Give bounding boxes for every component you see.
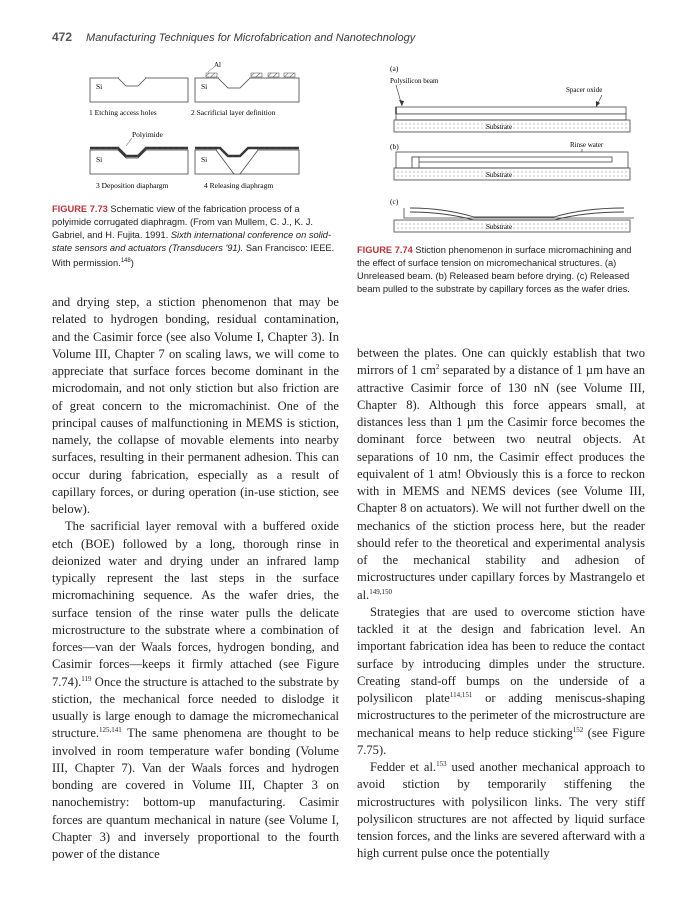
fig74-panel-a (390, 64, 630, 132)
fig73-panel-3 (90, 130, 188, 190)
left-paragraph-1 (52, 294, 339, 518)
fig73-caption-close: ) (130, 258, 134, 269)
running-title: Manufacturing Techniques for Microfabrication and Nanotechnology (86, 32, 416, 44)
right-p1-text-b: separated by a distance of 1 µm have an attractive Casimir force of 130 nN (see Volume III, Chapter 8). Although this force appears small, at distances less than 1 µm the Casimir force becomes the dominant force between two neutral objects. At separations of 10 nm, the Casimir effect produces the equivalent of 1 atm! Obviously this is a force to reckon with in MEMS and NEMS devices (see Volume III, Chapter 8 on actuators). We will not further dwell on the mechanics of the stiction process here, but the reader should refer to the theoretical and experimental analysis of the mechanical stability and adhesion of microstructures under capillary forces by Mastrangelo et al. (357, 363, 645, 602)
fig73-al-label: Al (214, 61, 221, 69)
right-p3-text-a: Fedder et al. (370, 760, 437, 774)
right-paragraph-3 (357, 759, 645, 863)
fig74-label-c: (c) (390, 197, 399, 206)
fig73-caption-main: Schematic view of the fabrication process of a polyimide corrugated diaphragm. (From van Mullem, C. J., K. J. Gabriel, and H. Fujita. 1991. (52, 204, 313, 240)
fig73-si-label-3: Si (96, 155, 103, 164)
fig74-substrate-label-c: Substrate (486, 223, 513, 231)
left-p2-text-b: Once the structure is attached to the substrate by stiction, the mechanical force needed to dislodge it usually is large enough to damage the micromechanical structure. (52, 674, 339, 741)
right-p3-text-b: used another mechanical approach to avoid stiction by temporarily stiffening the microstructures with polysilicon links. The very stiff polysilicon structures are not affected by liquid surface tension forces, and the links are severed afterward with a high current pulse once the potentially (357, 760, 645, 861)
fig73-step4-label: 4 Releasing diaphragm (204, 181, 274, 190)
fig73-panel-1 (89, 78, 188, 117)
fig74-label-b: (b) (390, 142, 399, 151)
fig74-substrate-label-b: Substrate (486, 171, 513, 179)
figure-7-73-caption (52, 203, 339, 270)
right-paragraph-2 (357, 604, 645, 759)
right-p2-text-a: Strategies that are used to overcome stiction have tackled it at the design and fabrication level. An important fabrication idea has been to reduce the contact surface by introducing dimples under the structure. Creating stand-off bumps on the underside of a polysilicon plate (357, 604, 645, 705)
right-p2-text-c: (see Figure 7.75). (357, 725, 646, 757)
fig74-label-a: (a) (390, 64, 399, 73)
left-paragraph-2 (52, 518, 339, 863)
fig74-panel-c (390, 197, 634, 232)
fig73-panel-2 (191, 61, 299, 117)
left-p2-text-c: The same phenomena are thought to be involved in room temperature wafer bonding (Volume III, Chapter 7). Van der Waals forces and hydrogen bonding are covered in Volume III, Chapter 3 on nanochemistry: bottom-up manufacturing. Casimir forces are quantum mechanical in nature (see Volume I, Chapter 3) and inversely proportional to the fourth power of the distance (52, 726, 339, 861)
left-p2-text-a: The sacrificial layer removal with a buffered oxide etch (BOE) followed by a long, thorough rinse in deionized water and drying under an infrared lamp typically represent the last steps in the surface micromachining sequence. As the wafer dries, the surface tension of the rinse water pulls the delicate microstructure to the substrate where a combination of forces—van der Waals forces, hydrogen bonding, and Casimir forces—keeps it firmly attached (see Figure 7.74). (52, 519, 339, 689)
fig74-substrate-label-a: Substrate (486, 123, 513, 131)
figure-7-73 (88, 58, 308, 198)
right-column (357, 345, 645, 863)
fig74-spacer-label: Spacer oxide (566, 86, 603, 94)
fig73-caption-italic: Sixth international conference on solid-state sensors and actuators (Transducers '91). (52, 230, 332, 253)
fig73-si-label-4: Si (201, 155, 208, 164)
left-p2-ref-1: 119 (81, 674, 92, 683)
fig74-caption-text: Stiction phenomenon in surface micromachining and the effect of surface tension on micromechanical structures. (a) Unreleased beam. (b) Released beam before drying. (c) Released beam pulled to the substrate by capillary forces as the wafer dries. (357, 245, 632, 294)
fig74-rinse-water-label: Rinse water (570, 141, 604, 149)
right-paragraph-1 (357, 345, 645, 604)
fig73-si-label-2: Si (201, 82, 208, 91)
right-p1-text-a: between the plates. One can quickly establish that two mirrors of 1 cm (357, 346, 645, 378)
right-p1-ref: 149,150 (369, 587, 392, 596)
figure-7-74-caption (357, 244, 645, 296)
page-number: 472 (52, 30, 73, 44)
right-p2-ref-1: 114,151 (449, 691, 473, 699)
right-p3-ref: 153 (436, 760, 447, 768)
left-p1-text: and drying step, a stiction phenomenon that may be related to hydrogen bonding, residual contamination, and the Casimir force (see also Volume I, Chapter 3). In Volume III, Chapter 7 on scaling laws, we will come to appreciate that surface forces become dominant in the microdomain, and not only stiction but also friction are of great concern to the micromachinist. One of the principal causes of malfunctioning in MEMS is stiction, namely, the collapse of movable elements into nearby surfaces, resulting in their permanent adhesion. This can occur during fabrication, especially as a result of capillary forces, or during operation (in-use stiction, see below). (52, 295, 339, 516)
figure-7-74 (384, 62, 634, 247)
right-p1-superscript: 2 (435, 363, 440, 372)
right-p2-ref-2: 152 (572, 725, 584, 734)
fig73-caption-end: San Francisco: IEEE. With permission. (52, 243, 335, 269)
fig74-panel-b (390, 141, 630, 180)
fig74-polysilicon-label: Polysilicon beam (390, 77, 439, 85)
fig73-step1-label: 1 Etching access holes (89, 108, 157, 117)
right-p2-text-b: or adding meniscus-shaping microstructures to the perimeter of the microstructure are mechanical means to help reduce sticking (357, 691, 645, 740)
fig73-polyimide-label: Polyimide (132, 130, 163, 139)
fig73-panel-4 (195, 148, 299, 190)
left-p2-ref-2: 125,141 (99, 726, 122, 735)
left-column (52, 294, 339, 863)
fig73-step3-label: 3 Deposition diaphargm (96, 181, 169, 190)
fig73-caption-ref: 148 (120, 258, 131, 264)
fig74-caption-label: FIGURE 7.74 (357, 245, 413, 255)
fig73-caption-label: FIGURE 7.73 (52, 204, 108, 214)
running-header (52, 30, 415, 44)
fig73-si-label-1: Si (96, 82, 103, 91)
fig73-step2-label: 2 Sacrificial layer definition (191, 108, 276, 117)
